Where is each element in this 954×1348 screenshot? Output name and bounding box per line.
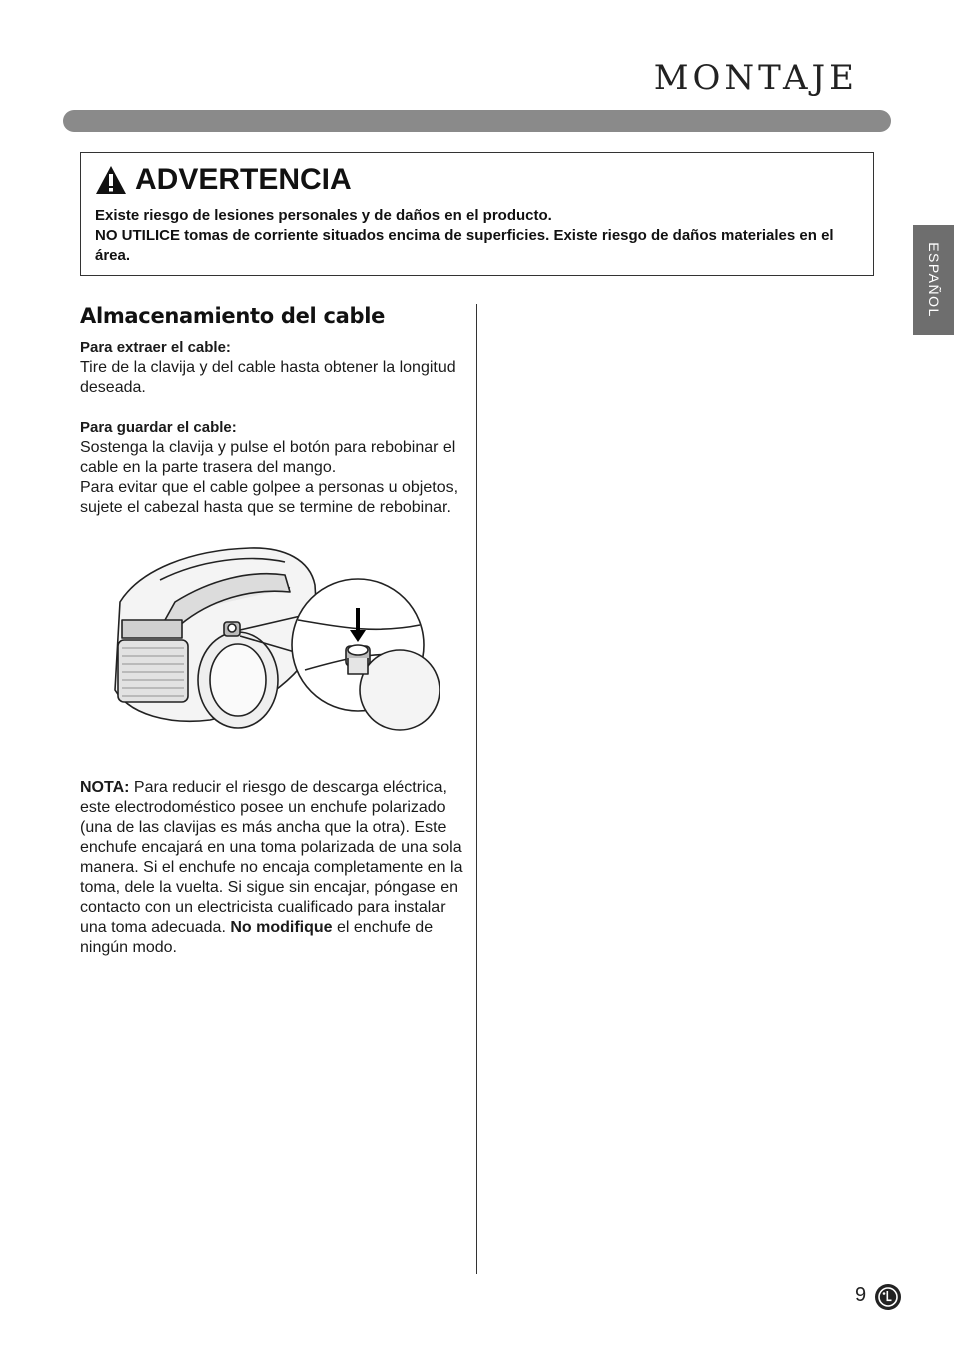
lg-logo-icon [874, 1283, 902, 1311]
warning-body [95, 206, 855, 266]
page-number: 9 [855, 1284, 867, 1306]
warning-title: ADVERTENCIA [135, 163, 352, 196]
note-tail: el enchufe de ningún modo. [80, 919, 434, 956]
warning-box [80, 152, 874, 276]
vacuum-cord-rewind-illustration [100, 540, 440, 740]
store-text: Sostenga la clavija y pulse el botón para rebobinar el cable en la parte trasera del mango. [80, 439, 456, 476]
cable-storage-section [80, 302, 470, 518]
warning-triangle-icon [95, 165, 127, 195]
language-tab-label: ESPAÑOL [925, 242, 942, 318]
warning-line: NO UTILICE tomas de corriente situados encima de superficies. Existe riesgo de daños materiales en el área. [95, 227, 834, 264]
store-label: Para guardar el cable: [80, 419, 237, 436]
warning-heading [95, 163, 352, 197]
note-emphasis: No modifique [230, 919, 333, 936]
column-divider [476, 304, 477, 1274]
note-paragraph [80, 778, 470, 958]
note-label: NOTA: [80, 779, 130, 796]
cable-storage-heading: Almacenamiento del cable [80, 304, 386, 328]
section-title: MONTAJE [653, 58, 858, 98]
note-text: Para reducir el riesgo de descarga eléctrica, este electrodoméstico posee un enchufe polarizado (una de las clavijas es más ancha que la otra). Este enchufe encajará en una toma polarizada de una sola manera. Si el enchufe no encaja completamente en la toma, dele la vuelta. Si sigue sin encajar, póngase en contacto con un electricista cualificado para instalar una toma adecuada. [80, 779, 463, 936]
extract-text: Tire de la clavija y del cable hasta obtener la longitud deseada. [80, 359, 456, 396]
warning-line: Existe riesgo de lesiones personales y de daños en el producto. [95, 207, 552, 224]
extract-label: Para extraer el cable: [80, 339, 231, 356]
language-tab [913, 225, 954, 335]
header-bar [63, 110, 891, 132]
store-warning-text: Para evitar que el cable golpee a personas u objetos, sujete el cabezal hasta que se termine de rebobinar. [80, 479, 459, 516]
